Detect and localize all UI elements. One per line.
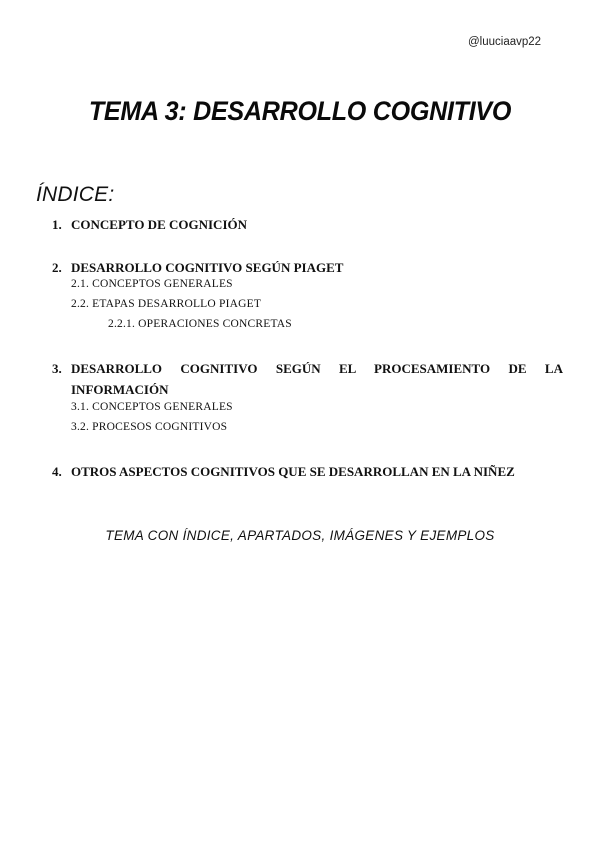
index-item-number: 4. [52,464,62,479]
footer-note: TEMA CON ÍNDICE, APARTADOS, IMÁGENES Y EJEMPLOS [105,528,495,543]
index-item-2 [52,257,563,278]
index-item-number: 3. [52,361,62,376]
index-item-number: 1. [52,217,62,232]
index-subitem-2-1: 2.1. CONCEPTOS GENERALES [71,278,233,290]
index-subitem-3-1: 3.1. CONCEPTOS GENERALES [71,401,233,413]
index-item-label: CONCEPTO DE COGNICIÓN [71,217,248,232]
index-item-3 [52,358,563,400]
index-subitem-2-2: 2.2. ETAPAS DESARROLLO PIAGET [71,298,262,310]
index-subitem-2-2-1: 2.2.1. OPERACIONES CONCRETAS [108,318,292,330]
index-item-4 [52,461,563,482]
author-handle: @luuciaavp22 [468,36,542,48]
page-title: TEMA 3: DESARROLLO COGNITIVO [88,96,512,126]
index-item-number: 2. [52,260,62,275]
index-subitem-3-2: 3.2. PROCESOS COGNITIVOS [71,421,228,433]
index-heading: ÍNDICE: [36,183,115,206]
index-item-label: OTROS ASPECTOS COGNITIVOS QUE SE DESARROLLAN EN LA NIÑEZ [71,464,515,479]
index-item-label: DESARROLLO COGNITIVO SEGÚN EL PROCESAMIENTO DE LA INFORMACIÓN [71,361,563,397]
index-item-label: DESARROLLO COGNITIVO SEGÚN PIAGET [71,260,344,275]
index-item-1 [52,214,563,235]
